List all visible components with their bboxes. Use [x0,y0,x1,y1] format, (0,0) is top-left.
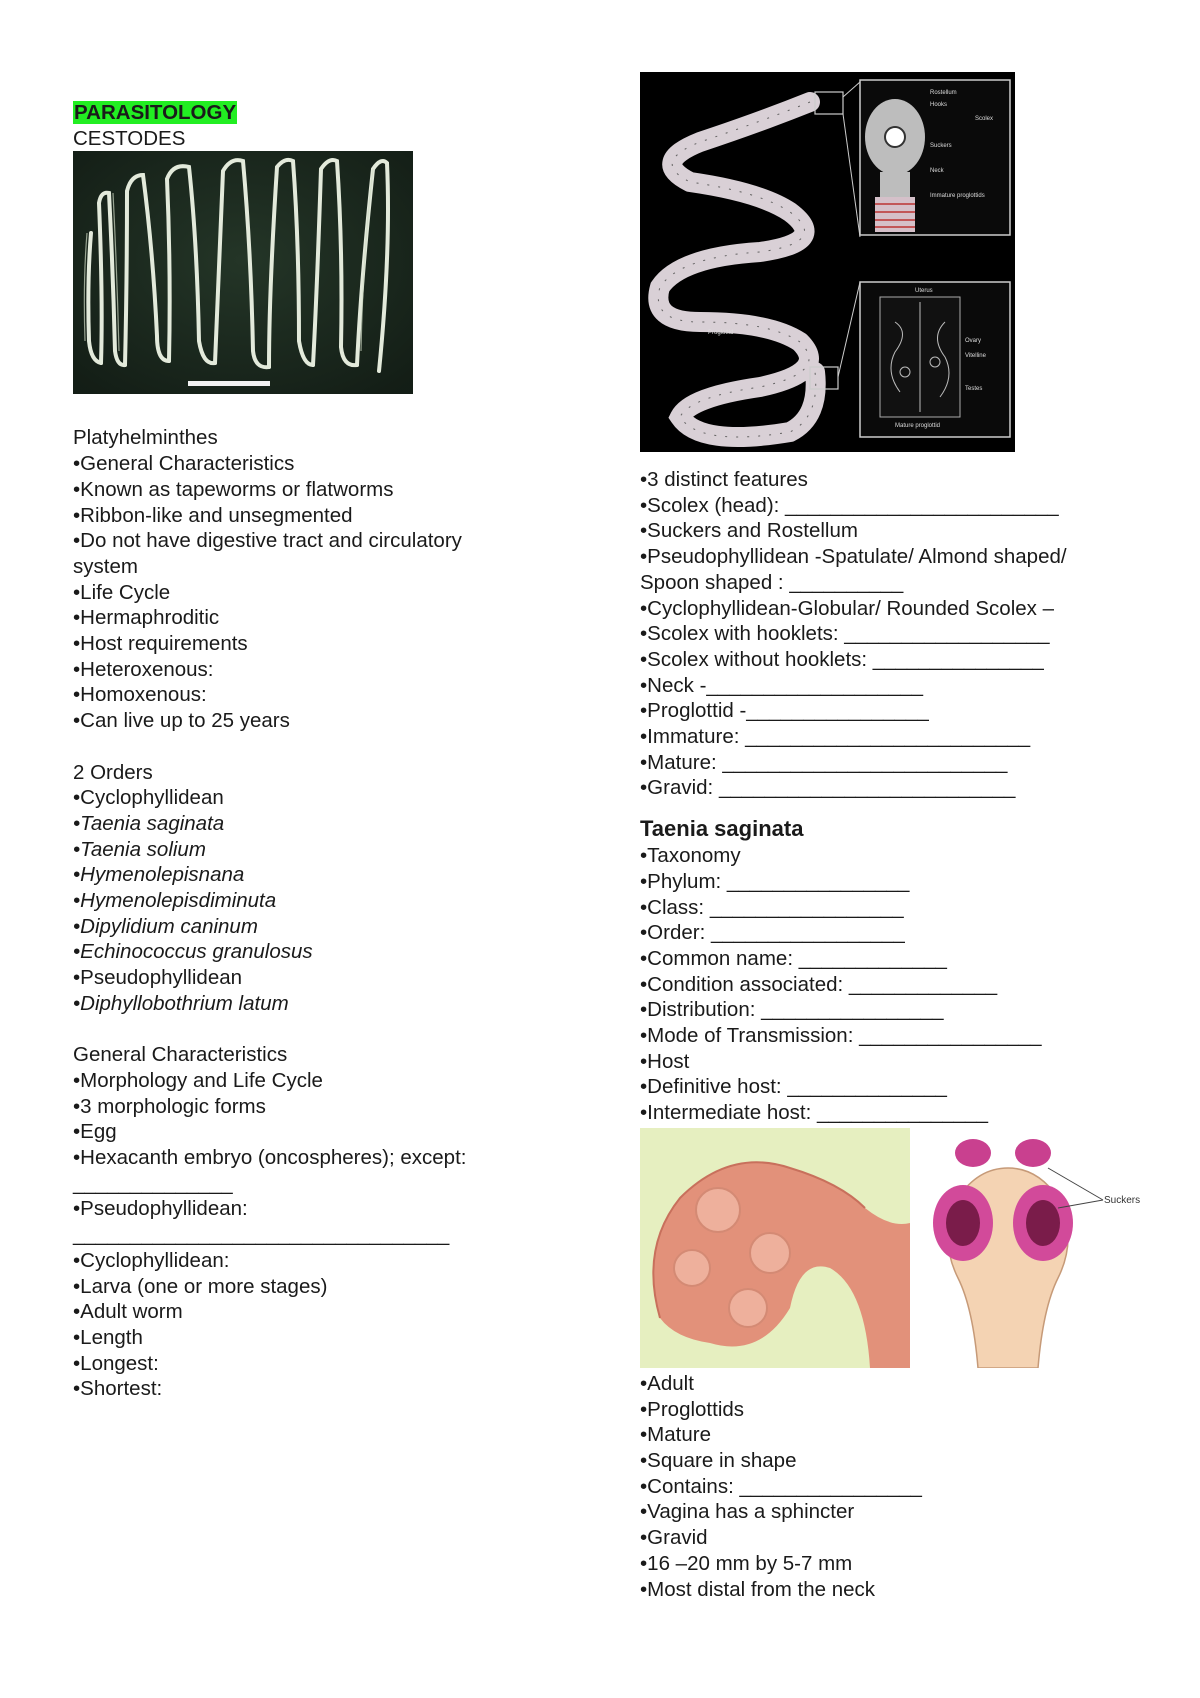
tapeworm-photo [73,151,593,399]
text-line: Spoon shaped : __________ [640,570,904,594]
order-item: •Diphyllobothrium latum [73,991,289,1015]
text-line: •Proglottids [640,1397,745,1421]
right-column [640,0,1160,1602]
text-line: •Vagina has a sphincter [640,1500,855,1524]
text-line: •Definitive host: ______________ [640,1075,947,1099]
text-line: •Square in shape [640,1448,797,1472]
text-line: Platyhelminthes [73,426,218,450]
text-line: •Shortest: [73,1377,163,1401]
text-line: •Host [640,1049,690,1073]
text-line: •Egg [73,1120,117,1144]
text-line: •16 –20 mm by 5-7 mm [640,1551,853,1575]
text-line: •Suckers and Rostellum [640,519,858,543]
page-subtitle: CESTODES [73,126,186,150]
text-line: •Life Cycle [73,580,171,604]
text-line: _________________________________ [73,1223,450,1247]
text-line: •Distribution: ________________ [640,998,944,1022]
text-line: •Morphology and Life Cycle [73,1068,323,1092]
text-line: •Cyclophyllidean: [73,1248,230,1272]
text-line: •Immature: _________________________ [640,725,1031,749]
adult-section [640,1371,1160,1602]
text-line: General Characteristics [73,1043,288,1067]
text-line: •Phylum: ________________ [640,869,910,893]
left-column [73,0,593,1402]
order-item: •Hymenolepisnana [73,863,245,887]
text-line: •General Characteristics [73,452,295,476]
page-title: PARASITOLOGY [74,101,237,124]
text-line: •Common name: _____________ [640,946,947,970]
text-line: •Proglottid -________________ [640,699,929,723]
text-line: •3 morphologic forms [73,1094,266,1118]
diagram-label: Immature proglottids [930,193,985,199]
text-line: •Mode of Transmission: ________________ [640,1024,1042,1048]
taenia-section [640,843,1160,1126]
text-line: •Intermediate host: _______________ [640,1101,988,1125]
text-line: •Scolex without hooklets: _______________ [640,647,1044,671]
text-line: ______________ [73,1171,233,1195]
text-line: •Adult worm [73,1300,183,1324]
text-line: system [73,554,138,578]
text-line: •Host requirements [73,632,248,656]
text-line: •Pseudophyllidean -Spatulate/ Almond shaped/ [640,545,1067,569]
general-characteristics-section [73,1042,593,1402]
text-line: •Mature: _________________________ [640,750,1008,774]
diagram-label: Rostellum [930,90,957,96]
distinct-features-section [640,467,1160,801]
order-item: •Echinococcus granulosus [73,940,313,964]
text-line: •Contains: ________________ [640,1474,922,1498]
diagram-label: Testes [965,386,983,392]
text-line: •Ribbon-like and unsegmented [73,503,353,527]
order-item: •Taenia solium [73,837,206,861]
text-line: •Do not have digestive tract and circulatory [73,529,462,553]
order-item: •Dipylidium caninum [73,914,258,938]
scolex-figures [640,1128,1160,1373]
diagram-label: Vitelline [965,353,986,359]
text-line: •Adult [640,1371,694,1395]
text-line: •Scolex (head): ________________________ [640,493,1059,517]
diagram-label: Uterus [915,288,933,294]
text-line: •Gravid [640,1526,708,1550]
text-line: •Taxonomy [640,844,741,868]
diagram-label: Mature proglottid [895,423,941,429]
text-line: •Homoxenous: [73,683,207,707]
text-line: •Longest: [73,1351,159,1375]
diagram-label: Ovary [965,338,982,344]
text-line: •Cyclophyllidean-Globular/ Rounded Scolex – [640,596,1054,620]
order-item: •Hymenolepisdiminuta [73,889,277,913]
platyhelminthes-section [73,425,593,733]
diagram-label: Proglottid [708,330,734,336]
order-item: •Cyclophyllidean [73,786,224,810]
text-line: •Known as tapeworms or flatworms [73,477,394,501]
text-line: •Neck -___________________ [640,673,924,697]
scolex-drawing [918,1128,1153,1373]
section-heading: Taenia saginata [640,816,804,842]
text-line: •Pseudophyllidean: [73,1197,248,1221]
orders-section [73,760,593,1017]
text-line: •Mature [640,1423,711,1447]
orders-heading: 2 Orders [73,760,153,784]
order-item: •Pseudophyllidean [73,966,243,990]
text-line: •Gravid: __________________________ [640,776,1016,800]
text-line: •Condition associated: _____________ [640,972,998,996]
text-line: •Class: _________________ [640,895,904,919]
diagram-label: Scolex [975,116,994,122]
tapeworm-diagram [640,72,1160,457]
diagram-label: Neck [930,168,944,174]
text-line: •Hexacanth embryo (oncospheres); except: [73,1146,467,1170]
text-line: •Order: _________________ [640,921,905,945]
suckers-label: Suckers [1104,1194,1141,1206]
order-item: •Taenia saginata [73,811,225,835]
diagram-label: Hooks [930,102,948,108]
text-line: •Heteroxenous: [73,657,214,681]
text-line: •Larva (one or more stages) [73,1274,328,1298]
text-line: •Length [73,1325,143,1349]
text-line: •Hermaphroditic [73,606,220,630]
text-line: •Scolex with hooklets: __________________ [640,622,1050,646]
text-line: •Can live up to 25 years [73,709,290,733]
scolex-photo [640,1128,910,1373]
text-line: •Most distal from the neck [640,1577,876,1601]
text-line: •3 distinct features [640,468,808,491]
diagram-label: Suckers [930,143,952,149]
